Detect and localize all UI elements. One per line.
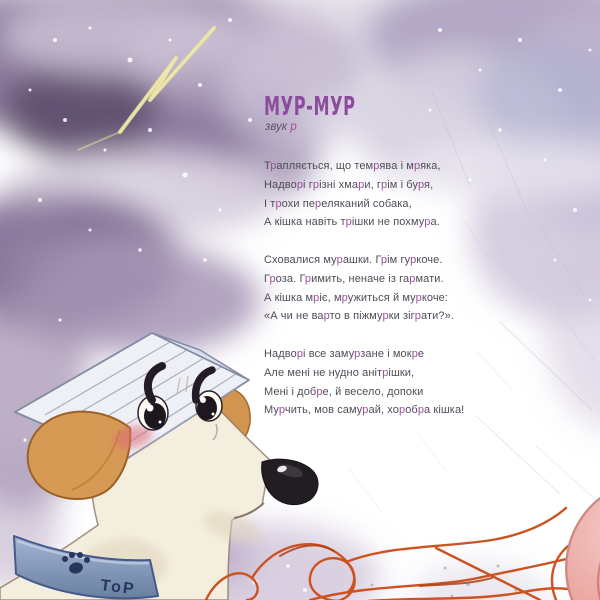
poem-line: Але мені не нудно анітрішки,: [264, 366, 415, 379]
poem-line: І трохи переляканий собака,: [264, 197, 412, 210]
stanza-2: [264, 251, 514, 326]
page-title: МУР-МУР: [264, 92, 356, 122]
collar-name: ТоР: [99, 577, 137, 599]
stanza-1: [264, 157, 514, 232]
poem-line: Гроза. Гримить, неначе із гармати.: [264, 272, 444, 285]
poem-line: Трапляється, що темрява і мряка,: [264, 160, 441, 172]
poem-line: А кішка мріє, мружиться й муркоче:: [264, 291, 449, 304]
poem-line: Надворі грізні хмари, грім і буря,: [264, 178, 434, 191]
poem-line: Надворі все замурзане і мокре: [264, 347, 425, 360]
poem-line: «А чи не варто в піжмурки зіграти?».: [264, 310, 454, 323]
poem: [264, 157, 514, 439]
yarn-ball: [565, 478, 600, 600]
poem-line: Сховалися мурашки. Грім гуркоче.: [264, 253, 443, 266]
stanza-3: [264, 345, 514, 420]
poem-line: А кішка навіть трішки не похмура.: [264, 216, 440, 229]
poem-line: Мурчить, мов самурай, хоробра кішка!: [264, 404, 465, 417]
poem-line: Мені і добре, й весело, допоки: [264, 385, 424, 398]
page-subtitle: звук р: [265, 121, 297, 133]
